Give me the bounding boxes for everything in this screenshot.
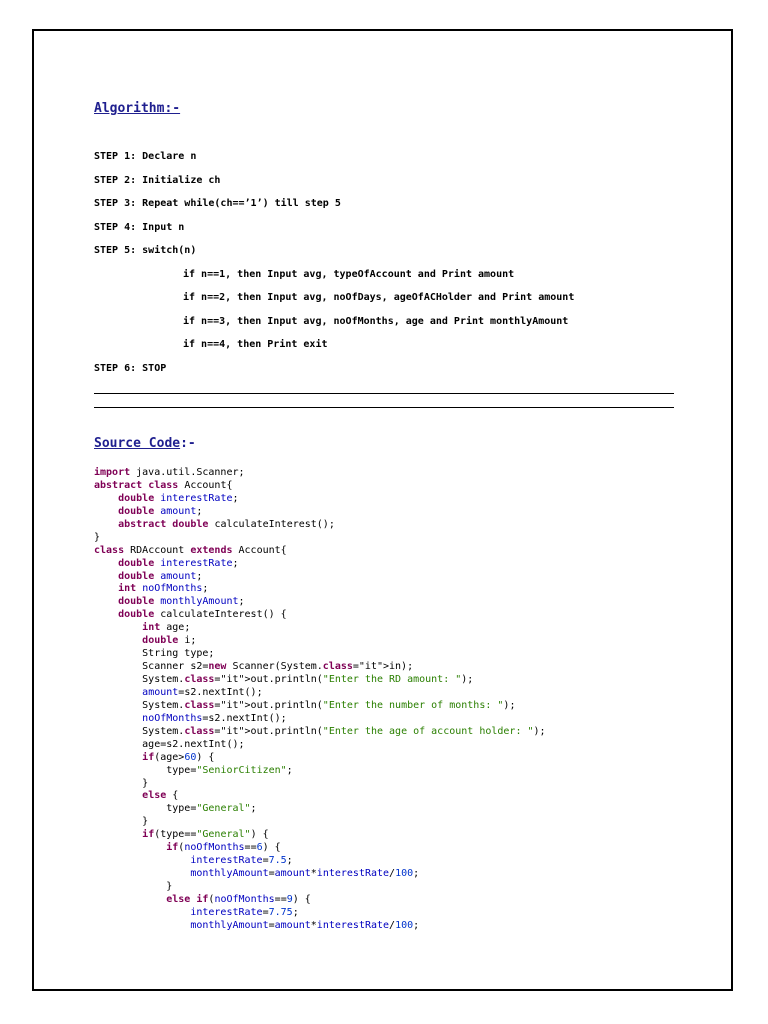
code-line: System.class="it">out.println("Enter the number of months: "); [94, 699, 516, 711]
algorithm-steps [94, 145, 694, 380]
step-5-case-4: if n==4, then Print exit [183, 339, 328, 350]
code-line: interestRate=7.5; [190, 855, 293, 867]
code-line: } [94, 531, 101, 543]
step-3: STEP 3: Repeat while(ch==’1’) till step 5 [94, 198, 341, 209]
step-5-case-3: if n==3, then Input avg, noOfMonths, age and Print monthlyAmount [183, 315, 569, 327]
source-code-heading-suffix: :- [180, 436, 196, 451]
code-line: double interestRate; [118, 557, 239, 569]
code-line: } [94, 777, 149, 789]
code-line: int age; [142, 622, 191, 634]
code-line: amount=s2.nextInt(); [142, 686, 263, 698]
code-line: System.class="it">out.println("Enter the age of account holder: "); [94, 725, 546, 737]
code-line: double amount; [118, 505, 203, 517]
divider-line-2 [94, 407, 674, 408]
code-line: else { [142, 790, 179, 802]
document-page [32, 29, 733, 991]
step-2: STEP 2: Initialize ch [94, 174, 221, 186]
code-line: if(type=="General") { [142, 829, 269, 841]
step-4: STEP 4: Input n [94, 221, 185, 233]
code-line: age=s2.nextInt(); [94, 738, 245, 750]
code-line: class RDAccount extends Account{ [94, 544, 287, 556]
code-line: abstract double calculateInterest(); [118, 518, 335, 530]
code-line: type="SeniorCitizen"; [94, 764, 293, 776]
code-line: } [94, 881, 173, 892]
code-line: String type; [94, 648, 215, 660]
step-1: STEP 1: Declare n [94, 151, 197, 162]
code-line: import java.util.Scanner; [94, 467, 245, 478]
code-line: abstract class Account{ [94, 479, 233, 491]
code-line: if(age>60) { [142, 751, 215, 763]
code-line: System.class="it">out.println("Enter the RD amount: "); [94, 674, 474, 685]
code-line: double calculateInterest() { [118, 609, 287, 621]
code-line: if(noOfMonths==6) { [166, 842, 281, 854]
code-line: monthlyAmount=amount*interestRate/100; [190, 868, 420, 880]
code-line: double amount; [118, 570, 203, 582]
code-line: noOfMonths=s2.nextInt(); [142, 712, 287, 724]
code-line: Scanner s2=new Scanner(System.class="it">in); [94, 661, 414, 673]
code-line: interestRate=7.75; [190, 906, 299, 918]
step-5-case-1: if n==1, then Input avg, typeOfAccount and Print amount [183, 268, 515, 280]
divider-line-1 [94, 393, 674, 394]
code-line: else if(noOfMonths==9) { [166, 893, 311, 905]
algorithm-heading: Algorithm:- [94, 101, 181, 116]
source-code-heading [94, 436, 196, 451]
code-line: double monthlyAmount; [118, 596, 245, 608]
step-5-case-2: if n==2, then Input avg, noOfDays, ageOfACHolder and Print amount [183, 292, 575, 303]
source-code-heading-text: Source Code [94, 436, 181, 451]
code-line: } [94, 816, 149, 828]
code-line: double i; [142, 635, 197, 647]
source-code-block [94, 467, 714, 933]
code-line: monthlyAmount=amount*interestRate/100; [190, 919, 420, 931]
step-6: STEP 6: STOP [94, 362, 167, 374]
code-line: type="General"; [94, 803, 257, 815]
step-5: STEP 5: switch(n) [94, 245, 197, 256]
code-line: int noOfMonths; [118, 583, 209, 595]
code-line: double interestRate; [118, 492, 239, 504]
